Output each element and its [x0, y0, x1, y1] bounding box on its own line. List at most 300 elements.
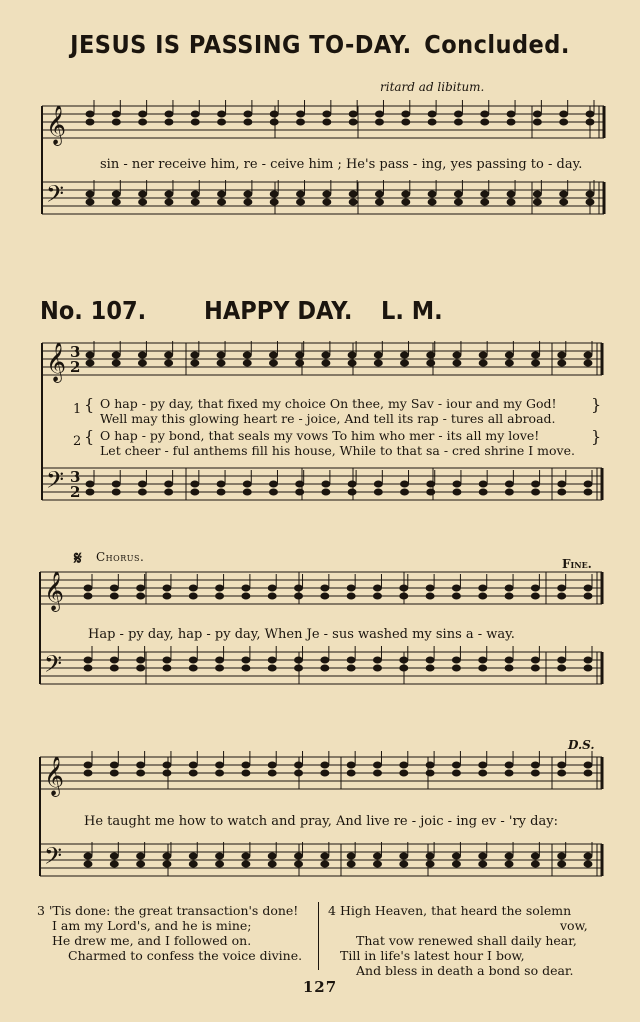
- notehead: [321, 665, 329, 671]
- notehead: [505, 593, 513, 599]
- notehead: [163, 770, 171, 776]
- notehead: [375, 199, 383, 205]
- notehead: [165, 111, 173, 117]
- notehead: [323, 111, 331, 117]
- notehead: [505, 489, 513, 495]
- treble-clef: 𝄞: [46, 342, 67, 382]
- notehead: [139, 191, 147, 197]
- notehead: [400, 593, 408, 599]
- notehead: [428, 199, 436, 205]
- notehead: [268, 665, 276, 671]
- notehead: [295, 770, 303, 776]
- notehead: [452, 762, 460, 768]
- notehead: [269, 352, 277, 358]
- notehead: [560, 111, 568, 117]
- notehead: [453, 481, 461, 487]
- notehead: [452, 770, 460, 776]
- notehead: [139, 199, 147, 205]
- notehead: [347, 665, 355, 671]
- notehead: [452, 853, 460, 859]
- notehead: [373, 665, 381, 671]
- notehead: [452, 657, 460, 663]
- notehead: [505, 481, 513, 487]
- notehead: [244, 111, 252, 117]
- notehead: [217, 489, 225, 495]
- notehead: [347, 593, 355, 599]
- notehead: [348, 352, 356, 358]
- notehead: [110, 762, 118, 768]
- notehead: [558, 762, 566, 768]
- notehead: [479, 665, 487, 671]
- column-divider: [318, 902, 319, 970]
- notehead: [268, 593, 276, 599]
- notehead: [426, 657, 434, 663]
- bass-clef: 𝄢: [44, 650, 63, 683]
- notehead: [375, 111, 383, 117]
- notehead: [349, 111, 357, 117]
- notehead: [401, 481, 409, 487]
- notehead: [454, 111, 462, 117]
- notehead: [584, 585, 592, 591]
- notehead: [112, 191, 120, 197]
- notehead: [453, 489, 461, 495]
- treble-clef: 𝄞: [44, 571, 65, 611]
- stanza-line: He drew me, and I followed on.: [52, 933, 252, 948]
- notehead: [321, 853, 329, 859]
- notehead: [84, 665, 92, 671]
- notehead: [323, 119, 331, 125]
- notehead: [584, 762, 592, 768]
- notehead: [86, 119, 94, 125]
- notehead: [165, 199, 173, 205]
- notehead: [139, 119, 147, 125]
- notehead: [137, 762, 145, 768]
- notehead: [112, 199, 120, 205]
- notehead: [84, 585, 92, 591]
- notehead: [296, 352, 304, 358]
- notehead: [584, 352, 592, 358]
- notehead: [191, 111, 199, 117]
- notehead: [507, 119, 515, 125]
- notehead: [165, 119, 173, 125]
- notehead: [242, 593, 250, 599]
- notehead: [586, 119, 594, 125]
- notehead: [270, 191, 278, 197]
- notehead: [216, 762, 224, 768]
- notehead: [533, 199, 541, 205]
- stanza-number: 4: [328, 903, 336, 918]
- notehead: [216, 585, 224, 591]
- notehead: [216, 770, 224, 776]
- notehead: [560, 191, 568, 197]
- notehead: [296, 360, 304, 366]
- notehead: [584, 360, 592, 366]
- notehead: [507, 191, 515, 197]
- stanza-line: Charmed to confess the voice divine.: [68, 948, 303, 963]
- notehead: [479, 853, 487, 859]
- notehead: [321, 770, 329, 776]
- notehead: [479, 762, 487, 768]
- notehead: [242, 665, 250, 671]
- notehead: [163, 762, 171, 768]
- stanza-line: 'Tis done: the great transaction's done!: [48, 903, 299, 918]
- notehead: [189, 770, 197, 776]
- stanza-number: 3: [37, 903, 45, 918]
- notehead: [191, 360, 199, 366]
- notehead: [427, 489, 435, 495]
- notehead: [426, 593, 434, 599]
- notehead: [218, 111, 226, 117]
- notehead: [165, 481, 173, 487]
- notehead: [348, 360, 356, 366]
- notehead: [505, 665, 513, 671]
- notehead: [479, 585, 487, 591]
- notehead: [268, 853, 276, 859]
- notehead: [137, 657, 145, 663]
- notehead: [268, 585, 276, 591]
- hymn-meter: L. M.: [381, 296, 443, 325]
- notehead: [400, 861, 408, 867]
- notehead: [454, 191, 462, 197]
- notehead: [558, 585, 566, 591]
- notehead: [479, 352, 487, 358]
- notehead: [531, 593, 539, 599]
- notehead: [86, 111, 94, 117]
- notehead: [532, 481, 540, 487]
- hymn-number: No. 107.: [40, 296, 147, 325]
- notehead: [110, 593, 118, 599]
- notehead: [402, 119, 410, 125]
- notehead: [479, 770, 487, 776]
- notehead: [453, 352, 461, 358]
- notehead: [400, 762, 408, 768]
- brace-right: }: [591, 395, 602, 414]
- notehead: [244, 191, 252, 197]
- notehead: [428, 119, 436, 125]
- notehead: [426, 585, 434, 591]
- notehead: [191, 191, 199, 197]
- notehead: [348, 489, 356, 495]
- notehead: [374, 489, 382, 495]
- notehead: [452, 593, 460, 599]
- notehead: [401, 352, 409, 358]
- notehead: [427, 352, 435, 358]
- notehead: [426, 853, 434, 859]
- notehead: [374, 360, 382, 366]
- notehead: [139, 111, 147, 117]
- notehead: [296, 481, 304, 487]
- notehead: [373, 762, 381, 768]
- notehead: [505, 657, 513, 663]
- lyric-line-top: sin - ner receive him, re - ceive him ; He's pass - ing, yes passing to - day.: [100, 157, 583, 172]
- notehead: [84, 657, 92, 663]
- time-signature: 3: [70, 468, 81, 486]
- notehead: [321, 593, 329, 599]
- notehead: [479, 360, 487, 366]
- notehead: [84, 770, 92, 776]
- verse-2-line-1: O hap - py bond, that seals my vows To him who mer - its all my love!: [100, 428, 540, 443]
- notehead: [586, 199, 594, 205]
- notehead: [244, 199, 252, 205]
- notehead: [137, 593, 145, 599]
- notehead: [216, 861, 224, 867]
- notehead: [584, 593, 592, 599]
- time-signature: 2: [70, 358, 81, 376]
- notehead: [348, 481, 356, 487]
- notehead: [191, 199, 199, 205]
- notehead: [400, 585, 408, 591]
- notehead: [349, 199, 357, 205]
- notehead: [321, 585, 329, 591]
- notehead: [86, 191, 94, 197]
- stanza-3: [37, 903, 302, 963]
- notehead: [269, 489, 277, 495]
- notehead: [454, 119, 462, 125]
- notehead: [242, 861, 250, 867]
- notehead: [347, 770, 355, 776]
- notehead: [163, 861, 171, 867]
- notehead: [373, 861, 381, 867]
- notehead: [505, 352, 513, 358]
- notehead: [558, 481, 566, 487]
- notehead: [375, 191, 383, 197]
- notehead: [165, 191, 173, 197]
- notehead: [137, 861, 145, 867]
- notehead: [270, 199, 278, 205]
- notehead: [242, 585, 250, 591]
- notehead: [560, 199, 568, 205]
- notehead: [84, 861, 92, 867]
- notehead: [163, 853, 171, 859]
- notehead: [323, 199, 331, 205]
- notehead: [584, 657, 592, 663]
- notehead: [375, 119, 383, 125]
- notehead: [584, 489, 592, 495]
- notehead: [532, 489, 540, 495]
- notehead: [137, 770, 145, 776]
- notehead: [505, 853, 513, 859]
- notehead: [558, 665, 566, 671]
- notehead: [189, 657, 197, 663]
- notehead: [321, 762, 329, 768]
- notehead: [586, 111, 594, 117]
- notehead: [242, 770, 250, 776]
- notehead: [323, 191, 331, 197]
- notehead: [295, 585, 303, 591]
- notehead: [321, 657, 329, 663]
- page-number: 127: [302, 978, 338, 996]
- notehead: [112, 111, 120, 117]
- notehead: [373, 657, 381, 663]
- notehead: [322, 352, 330, 358]
- notehead: [243, 352, 251, 358]
- notehead: [269, 481, 277, 487]
- notehead: [269, 360, 277, 366]
- notehead: [374, 481, 382, 487]
- notehead: [505, 585, 513, 591]
- notehead: [507, 199, 515, 205]
- notehead: [531, 585, 539, 591]
- notehead: [481, 199, 489, 205]
- time-signature: 2: [70, 483, 81, 501]
- notehead: [532, 360, 540, 366]
- notehead: [558, 770, 566, 776]
- notehead: [270, 111, 278, 117]
- notehead: [453, 360, 461, 366]
- notehead: [426, 762, 434, 768]
- notehead: [584, 853, 592, 859]
- notehead: [112, 360, 120, 366]
- notehead: [270, 119, 278, 125]
- notehead: [216, 593, 224, 599]
- notehead: [452, 585, 460, 591]
- notehead: [268, 657, 276, 663]
- notehead: [163, 657, 171, 663]
- notehead: [507, 111, 515, 117]
- notehead: [401, 360, 409, 366]
- notehead: [401, 489, 409, 495]
- notehead: [112, 489, 120, 495]
- notehead: [189, 665, 197, 671]
- notehead: [584, 861, 592, 867]
- notehead: [163, 665, 171, 671]
- notehead: [297, 191, 305, 197]
- notehead: [243, 360, 251, 366]
- time-signature: 3: [70, 343, 81, 361]
- notehead: [163, 593, 171, 599]
- notehead: [558, 657, 566, 663]
- verse-1-line-2: Well may this glowing heart re - joice, And tell its rap - tures all abroad.: [100, 411, 556, 426]
- title-concluded: Concluded.: [424, 30, 570, 59]
- notehead: [297, 111, 305, 117]
- notehead: [427, 481, 435, 487]
- notehead: [268, 770, 276, 776]
- notehead: [296, 489, 304, 495]
- notehead: [479, 861, 487, 867]
- notehead: [479, 593, 487, 599]
- notehead: [558, 352, 566, 358]
- notehead: [84, 762, 92, 768]
- stanza-line: Till in life's latest hour I bow,: [340, 948, 525, 963]
- notehead: [373, 770, 381, 776]
- notehead: [110, 665, 118, 671]
- notehead: [400, 853, 408, 859]
- notehead: [479, 657, 487, 663]
- notehead: [531, 853, 539, 859]
- segno-sign: 𝄋: [74, 548, 82, 569]
- notehead: [110, 861, 118, 867]
- verse-1-line-1: O hap - py day, that fixed my choice On thee, my Sav - iour and my God!: [100, 396, 557, 411]
- notehead: [110, 853, 118, 859]
- notehead: [586, 191, 594, 197]
- notehead: [191, 352, 199, 358]
- notes: [44, 100, 594, 875]
- notehead: [533, 111, 541, 117]
- chorus-lyric: Hap - py day, hap - py day, When Je - sus washed my sins a - way.: [88, 627, 515, 642]
- notehead: [86, 481, 94, 487]
- hymn-title: HAPPY DAY.: [204, 296, 353, 325]
- notehead: [112, 119, 120, 125]
- notehead: [321, 861, 329, 867]
- notehead: [533, 191, 541, 197]
- notehead: [427, 360, 435, 366]
- notehead: [86, 199, 94, 205]
- notehead: [558, 489, 566, 495]
- notehead: [165, 489, 173, 495]
- notehead: [533, 119, 541, 125]
- notehead: [532, 352, 540, 358]
- notehead: [217, 352, 225, 358]
- notehead: [191, 489, 199, 495]
- notehead: [218, 191, 226, 197]
- notehead: [402, 199, 410, 205]
- notehead: [481, 191, 489, 197]
- notehead: [584, 770, 592, 776]
- notehead: [218, 119, 226, 125]
- notehead: [295, 861, 303, 867]
- notehead: [349, 119, 357, 125]
- notehead: [295, 853, 303, 859]
- verse-number-2: 2: [73, 434, 82, 449]
- notehead: [86, 352, 94, 358]
- notehead: [138, 360, 146, 366]
- notehead: [481, 119, 489, 125]
- stanza-line: I am my Lord's, and he is mine;: [52, 918, 252, 933]
- notehead: [216, 665, 224, 671]
- notehead: [295, 665, 303, 671]
- ds-label: D.S.: [568, 738, 595, 752]
- notehead: [428, 111, 436, 117]
- brace-left: {: [84, 395, 95, 414]
- notehead: [163, 585, 171, 591]
- notehead: [347, 657, 355, 663]
- notehead: [505, 762, 513, 768]
- treble-clef: 𝄞: [46, 105, 67, 145]
- stanza-line: That vow renewed shall daily hear,: [356, 933, 577, 948]
- notehead: [426, 665, 434, 671]
- notehead: [110, 770, 118, 776]
- notehead: [191, 481, 199, 487]
- notehead: [84, 593, 92, 599]
- notehead: [505, 861, 513, 867]
- notehead: [138, 481, 146, 487]
- notehead: [347, 861, 355, 867]
- bass-clef: 𝄢: [44, 842, 63, 875]
- notehead: [454, 199, 462, 205]
- tempo-marking: ritard ad libitum.: [380, 80, 485, 94]
- notehead: [347, 762, 355, 768]
- notehead: [402, 191, 410, 197]
- notehead: [373, 853, 381, 859]
- fine-label: Fine.: [562, 557, 592, 571]
- notehead: [268, 762, 276, 768]
- notehead: [584, 665, 592, 671]
- notehead: [217, 481, 225, 487]
- notehead: [242, 657, 250, 663]
- notehead: [558, 360, 566, 366]
- stanza-4: [328, 903, 588, 978]
- notehead: [479, 481, 487, 487]
- notehead: [558, 593, 566, 599]
- notehead: [400, 770, 408, 776]
- notehead: [295, 762, 303, 768]
- verse-number-1: 1: [73, 402, 82, 417]
- notehead: [531, 770, 539, 776]
- bass-clef: 𝄢: [46, 180, 65, 213]
- notehead: [137, 853, 145, 859]
- bass-clef: 𝄢: [46, 466, 65, 499]
- notehead: [189, 853, 197, 859]
